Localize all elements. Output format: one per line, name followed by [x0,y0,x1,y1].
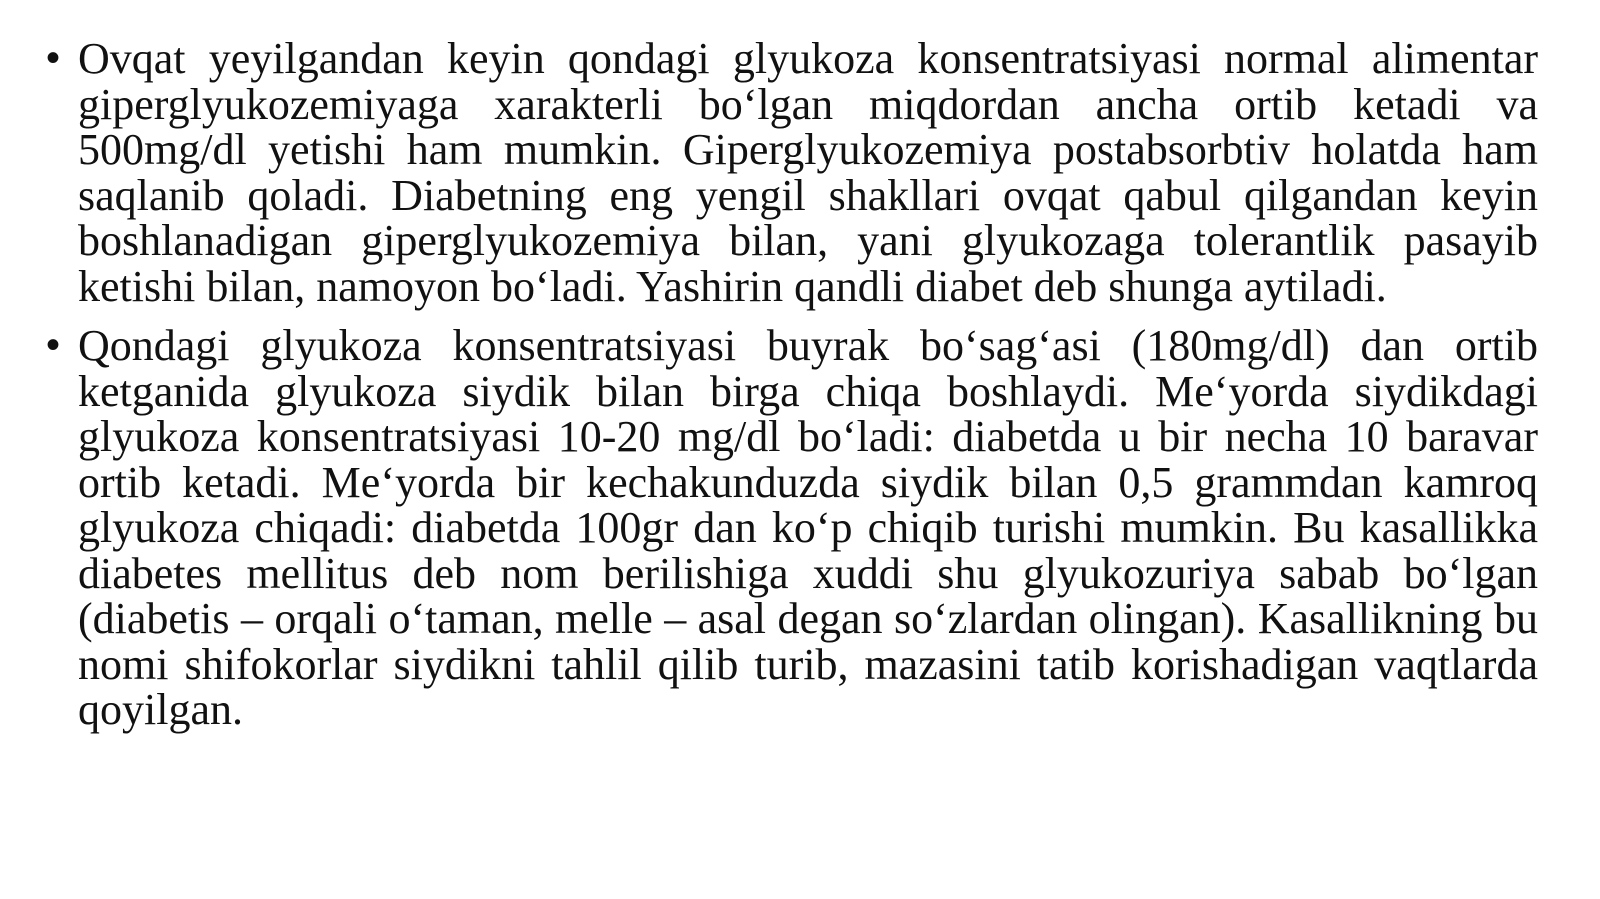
bullet-list [44,36,1538,747]
bullet-item-glucosuria [44,323,1538,733]
paragraph-glucosuria: Qondagi glyukoza konsentratsiyasi buyrak boʻsagʻasi (180mg/dl) dan ortib ketganida glyukoza siydik bilan birga chiqa boshlaydi. Meʻyorda siydikdagi glyukoza konsentratsiyasi 10-20 mg/dl boʻladi: diabetda u bir necha 10 baravar ortib ketadi. Meʻyorda bir kechakunduzda siydik bilan 0,5 grammdan kamroq glyukoza chiqadi: diabetda 100gr dan koʻp chiqib turishi mumkin. Bu kasallikka diabetes mellitus deb nom berilishiga xuddi shu glyukozuriya sabab boʻlgan (diabetis – orqali oʻtaman, melle – asal degan soʻzlardan olingan). Kasallikning bu nomi shifokorlar siydikni tahlil qilib turib, mazasini tatib korishadigan vaqtlarda qoyilgan. [78,321,1538,734]
bullet-item-hyperglycemia [44,36,1538,309]
paragraph-hyperglycemia: Ovqat yeyilgandan keyin qondagi glyukoza konsentratsiyasi normal alimentar giperglyukozemiyaga xarakterli boʻlgan miqdordan ancha ortib ketadi va 500mg/dl yetishi ham mumkin. Giperglyukozemiya postabsorbtiv holatda ham saqlanib qoladi. Diabetning eng yengil shakllari ovqat qabul qilgandan keyin boshlanadigan giperglyukozemiya bilan, yani glyukozaga tolerantlik pasayib ketishi bilan, namoyon boʻladi. Yashirin qandli diabet deb shunga aytiladi. [78,34,1538,311]
bullet-dot-icon: • [46,36,61,80]
bullet-dot-icon: • [46,323,61,367]
